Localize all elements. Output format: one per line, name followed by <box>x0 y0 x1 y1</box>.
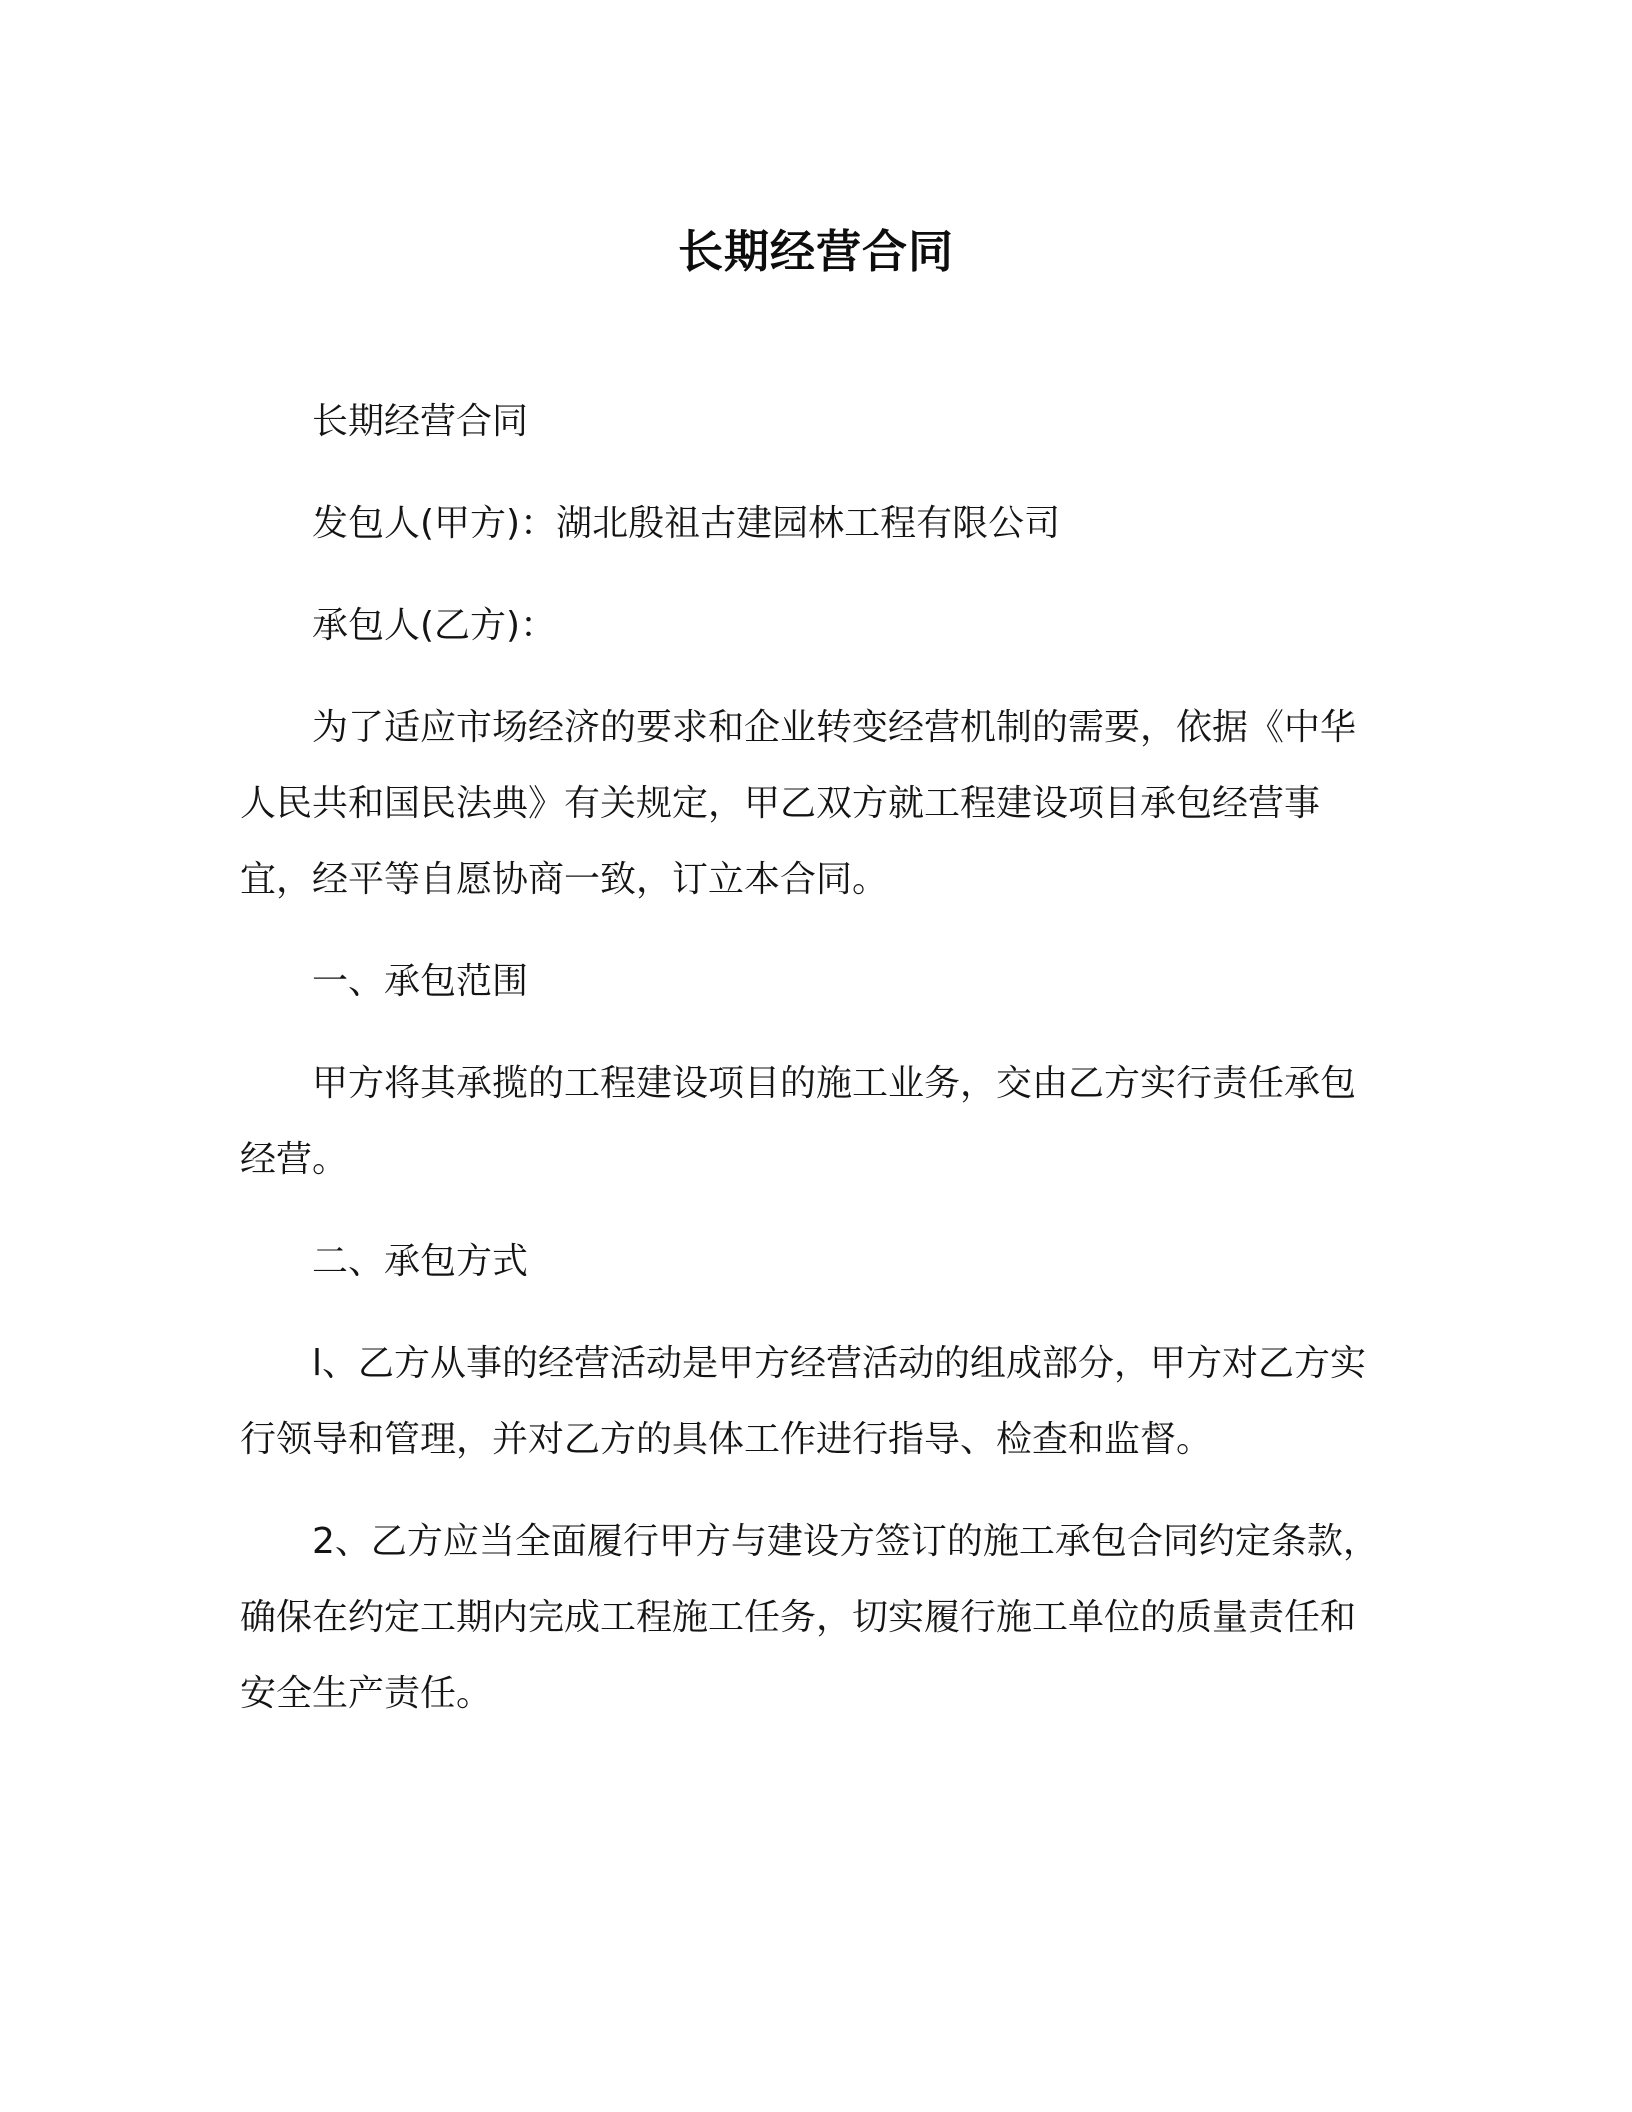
paragraph-contract-name: 长期经营合同 <box>312 401 529 442</box>
document-title: 长期经营合同 <box>677 225 954 278</box>
paragraph-method-1: l、乙方从事的经营活动是甲方经营活动的组成部分，甲方对乙方实行领导和管理，并对乙方的具体工作进行指导、检查和监督。 <box>240 1343 1367 1460</box>
paragraph-preamble: 为了适应市场经济的要求和企业转变经营机制的需要，依据《中华人民共和国民法典》有关规定，甲乙双方就工程建设项目承包经营事宜，经平等自愿协商一致，订立本合同。 <box>240 707 1357 900</box>
section-heading-method: 二、承包方式 <box>312 1241 529 1282</box>
document-body <box>240 384 1390 1758</box>
paragraph-party-b: 承包人(乙方)： <box>312 605 557 646</box>
paragraph-scope: 甲方将其承揽的工程建设项目的施工业务，交由乙方实行责任承包经营。 <box>240 1063 1357 1180</box>
paragraph-method-2: 2、乙方应当全面履行甲方与建设方签订的施工承包合同约定条款，确保在约定工期内完成工程施工任务，切实履行施工单位的质量责任和安全生产责任。 <box>240 1521 1379 1714</box>
section-heading-scope: 一、承包范围 <box>312 961 529 1002</box>
paragraph-party-a: 发包人(甲方)：湖北殷祖古建园林工程有限公司 <box>312 503 1061 544</box>
